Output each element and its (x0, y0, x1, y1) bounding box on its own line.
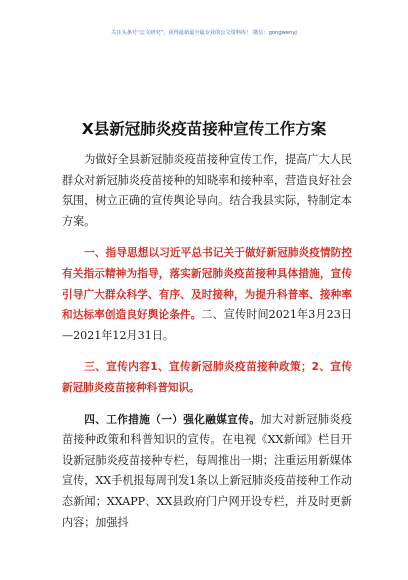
intro-text: 为做好全县新冠肺炎疫苗接种宣传工作，提高广大人民群众对新冠肺炎疫苗接种的知晓率和接种率，营造良好社会氛围，树立正确的宣传舆论导向。结合我县实际，特制定本方案。 (62, 153, 352, 228)
document-title: X县新冠肺炎疫苗接种宣传工作方案 (81, 120, 327, 138)
section-4-heading: 四、工作措施（一）强化融媒宣传。 (84, 413, 261, 426)
section-1-paragraph (62, 243, 352, 346)
section-2-text: 二、宣传时间2021年3月23日—2021年12月31日。 (62, 308, 352, 342)
intro-paragraph (62, 150, 352, 232)
section-4-paragraph (62, 410, 352, 534)
section-4-body: 加大对新冠肺炎疫苗接种政策和科普知识的宣传。在电视《XX新闻》栏目开设新冠肺炎疫苗接种专栏，每周推出一期；注重运用新媒体宣传，XX手机报每周刊发1条以上新冠肺炎疫苗接种工作动态新闻；XXAPP、XX县政府门户网开设专栏，并及时更新内容；加强抖 (62, 412, 352, 529)
section-3-red-text: 三、宣传内容1、宣传新冠肺炎疫苗接种政策；2、宣传新冠肺炎疫苗接种科普知识。 (62, 361, 352, 394)
section-3-paragraph (62, 357, 352, 398)
header-promo-note: 关注头条号“公文研究”，获得最新最全最专业的公文资料库！ 微信：gongwenyj (111, 30, 297, 36)
section-1-red-text: 一、指导思想以习近平总书记关于做好新冠肺炎疫情防控有关指示精神为指导，落实新冠肺炎疫苗接种具体措施，宣传引导广大群众科学、有序、及时接种，为提升科普率、接种率和达标率创造良好舆论条件。 (62, 247, 352, 322)
document-body (62, 150, 352, 544)
